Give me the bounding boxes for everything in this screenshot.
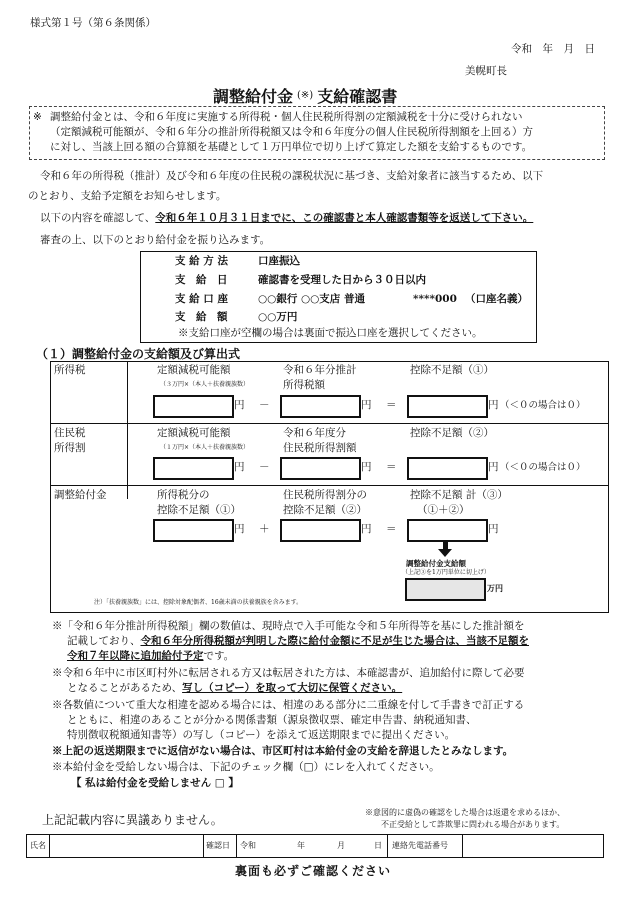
warning-line-1: ※意図的に虚偽の確認をした場合は返還を求めるほか、 <box>365 808 565 817</box>
note-3-line-2: とともに、相違のあることが分かる関係書類（源泉徴収票、確定申告書、納税通知書、 <box>67 714 477 726</box>
payment-amount-value: ○○万円 <box>258 311 298 323</box>
adjustment-col3b: （①＋②） <box>417 504 470 516</box>
result-label: 調整給付金支給額 <box>406 559 466 568</box>
note-3-line-3: 特別徴収税額通知書等）の写し（コピー）を添えて返送期限までに提出ください。 <box>67 729 456 741</box>
arrow-shaft <box>443 541 448 549</box>
yen-unit: 円 <box>361 523 372 535</box>
decline-checkbox-label[interactable]: 【 私は給付金を受給しません □ 】 <box>71 777 239 789</box>
income-tax-col2b: 所得税額 <box>283 379 325 391</box>
yen-unit: 円 <box>234 461 245 473</box>
income-tax-col3: 控除不足額（①） <box>410 364 494 376</box>
payment-account-number: ****000 <box>413 293 457 305</box>
notice-line-3: に対し、当該上回る額の合算額を基礎として１万円単位で切り上げて算定した額を支給するものです。 <box>50 141 533 153</box>
note-1-line-2 <box>67 634 529 648</box>
payment-method-value: 口座振込 <box>258 255 300 267</box>
resident-tax-col3: 控除不足額（②） <box>410 427 494 439</box>
calc-section-title: （１）調整給付金の支給額及び算出式 <box>36 347 241 361</box>
name-field[interactable] <box>51 836 201 856</box>
date-era: 令和 <box>240 841 256 850</box>
equals-sign: ＝ <box>386 399 397 411</box>
name-label: 氏名 <box>30 841 46 850</box>
document-title <box>213 84 397 106</box>
intro-line-1: 令和６年の所得税（推計）及び令和６年度の住民税の課税状況に基づき、支給対象者に該当するため、以下 <box>40 170 544 182</box>
calc-row-divider-2 <box>50 485 609 486</box>
income-tax-col2a: 令和６年分推計 <box>283 364 357 376</box>
adjustment-col3a: 控除不足額 計（③） <box>410 489 508 501</box>
note-2-emphasis: 写し（コピー）を取って大切に保管ください。 <box>182 682 403 694</box>
note-1-prefix: 記載しており、 <box>67 635 141 647</box>
resident-tax-col1: 定額減税可能額 <box>157 427 231 439</box>
notice-mark: ※ <box>33 111 42 123</box>
note-2-prefix: となることがあるため、 <box>67 682 183 694</box>
confirmation-text: 上記記載内容に異議ありません。 <box>42 813 223 827</box>
man-yen-unit: 万円 <box>487 583 503 593</box>
plus-sign: ＋ <box>259 523 270 535</box>
arrow-down-icon <box>438 549 452 557</box>
adjustment-benefit-amount <box>405 578 486 601</box>
warning-line-2: 不正受給として詐欺罪に問われる場合があります。 <box>381 820 565 829</box>
date-day: 日 <box>374 841 382 850</box>
payment-account-label: 支 給 口 座 <box>175 293 228 305</box>
resident-tax-label-2: 所得割 <box>54 442 86 454</box>
sig-divider <box>462 834 463 858</box>
return-deadline: 令和６年１０月３１日までに、この確認書と本人確認書類等を返送して下さい。 <box>155 212 534 224</box>
payment-method-label: 支 給 方 法 <box>175 255 228 267</box>
phone-label: 連絡先電話番号 <box>392 841 448 850</box>
intro-line-3-prefix: 以下の内容を確認して、 <box>40 212 156 224</box>
issuer-name: 美幌町長 <box>465 65 507 77</box>
equals-sign: ＝ <box>386 523 397 535</box>
date-year: 年 <box>297 841 305 850</box>
equals-sign: ＝ <box>386 461 397 473</box>
note-4: ※上記の返送期限までに返信がない場合は、市区町村は本給付金の支給を辞退したとみなします。 <box>52 745 514 757</box>
adjustment-resident-shortfall-input[interactable] <box>280 519 361 542</box>
adjustment-col2b: 控除不足額（②） <box>283 504 367 516</box>
yen-unit: 円 <box>361 461 372 473</box>
payment-date-value: 確認書を受理した日から３０日以内 <box>258 274 426 286</box>
confirm-date-label: 確認日 <box>206 841 230 850</box>
footer-reminder: 裏面も必ずご確認ください <box>235 864 392 878</box>
payment-account-note: ※支給口座が空欄の場合は裏面で振込口座を選択してください。 <box>178 327 483 339</box>
resident-tax-col2b: 住民税所得割額 <box>283 442 357 454</box>
adjustment-total-shortfall-input[interactable] <box>407 519 488 542</box>
yen-unit: 円 <box>234 523 245 535</box>
phone-field[interactable] <box>464 836 600 856</box>
income-tax-estimated-input[interactable] <box>280 395 361 418</box>
resident-tax-amount-input[interactable] <box>280 457 361 480</box>
notice-line-2: （定額減税可能額が、令和６年分の推計所得税額又は令和６年度分の個人住民税所得割額を上回る）方 <box>50 126 533 138</box>
yen-unit: 円 <box>488 523 499 535</box>
note-5: ※本給付金を受給しない場合は、下記のチェック欄（□）にレを入れてください。 <box>52 761 440 773</box>
intro-line-3 <box>40 211 533 225</box>
sig-divider <box>203 834 204 858</box>
payment-account-name: （口座名義） <box>465 293 528 305</box>
sig-divider <box>236 834 237 858</box>
intro-line-2: のとおり、支給予定額をお知らせします。 <box>28 190 227 202</box>
payment-amount-label: 支 給 額 <box>175 311 228 323</box>
yen-unit: 円 <box>361 399 372 411</box>
note-2-line-2 <box>67 681 402 695</box>
note-1-additional-payment: 令和７年以降に追加給付予定 <box>67 650 204 662</box>
notice-line-1: 調整給付金とは、令和６年度に実施する所得税・個人住民税所得割の定額減税を十分に受けられない <box>50 111 523 123</box>
title-rest: 支給確認書 <box>317 86 398 106</box>
payment-account-value: ○○銀行 ○○支店 普通 <box>258 293 365 305</box>
result-sub: （上記③を1万円単位に切上げ） <box>402 569 490 576</box>
resident-tax-label-1: 住民税 <box>54 427 86 439</box>
adjustment-col1a: 所得税分の <box>157 489 210 501</box>
sig-divider <box>387 834 388 858</box>
dependents-footnote: 注）「扶養親族数」には、控除対象配偶者、16歳未満の扶養親族を含みます。 <box>94 599 303 606</box>
note-1-line-1: ※「令和６年分推計所得税額」欄の数値は、現時点で入手可能な令和５年所得等を基にした推計額を <box>52 620 525 632</box>
adjustment-label: 調整給付金 <box>54 489 107 501</box>
note-1-emphasis: 令和６年分所得税額が判明した際に給付金額に不足が生じた場合は、当該不足額を <box>140 635 529 647</box>
income-tax-shortfall-input[interactable] <box>407 395 488 418</box>
minus-sign: － <box>259 461 270 473</box>
minus-sign: － <box>259 399 270 411</box>
resident-tax-credit-input[interactable] <box>153 457 234 480</box>
resident-tax-col2a: 令和６年度分 <box>283 427 346 439</box>
income-tax-credit-input[interactable] <box>153 395 234 418</box>
note-2-line-1: ※令和６年中に市区町村外に転居される方又は転居された方は、本確認書が、追加給付に際して必要 <box>52 667 525 679</box>
resident-tax-shortfall-input[interactable] <box>407 457 488 480</box>
date-month: 月 <box>337 841 345 850</box>
income-tax-col1-sub: （３万円×（本人＋扶養親族数） <box>160 381 250 388</box>
yen-unit: 円 <box>488 461 499 473</box>
payment-date-label: 支 給 日 <box>175 274 228 286</box>
yen-unit: 円 <box>488 399 499 411</box>
calc-col-divider <box>127 361 128 499</box>
document-date: 令和 年 月 日 <box>511 43 595 55</box>
income-tax-col1: 定額減税可能額 <box>157 364 231 376</box>
note-1-suffix: です。 <box>203 650 235 662</box>
intro-line-4: 審査の上、以下のとおり給付金を振り込みます。 <box>40 234 271 246</box>
resident-tax-col1-sub: （１万円×（本人＋扶養親族数） <box>160 444 250 451</box>
yen-unit: 円 <box>234 399 245 411</box>
adjustment-col1b: 控除不足額（①） <box>157 504 241 516</box>
adjustment-income-shortfall-input[interactable] <box>153 519 234 542</box>
calc-row-divider-1 <box>50 423 609 424</box>
zero-floor-note: （＜０の場合は０） <box>500 400 586 411</box>
title-main: 調整給付金 <box>213 86 294 106</box>
income-tax-label: 所得税 <box>54 364 86 376</box>
form-number: 様式第１号（第６条関係） <box>30 17 156 29</box>
title-mark: (※) <box>297 89 314 101</box>
note-3-line-1: ※各数値について重大な相違を認める場合には、相違のある部分に二重線を付して手書きで訂正する <box>52 699 525 711</box>
note-1-line-3 <box>67 649 234 663</box>
sig-divider <box>49 834 50 858</box>
adjustment-col2a: 住民税所得割分の <box>283 489 367 501</box>
zero-floor-note: （＜０の場合は０） <box>500 462 586 473</box>
